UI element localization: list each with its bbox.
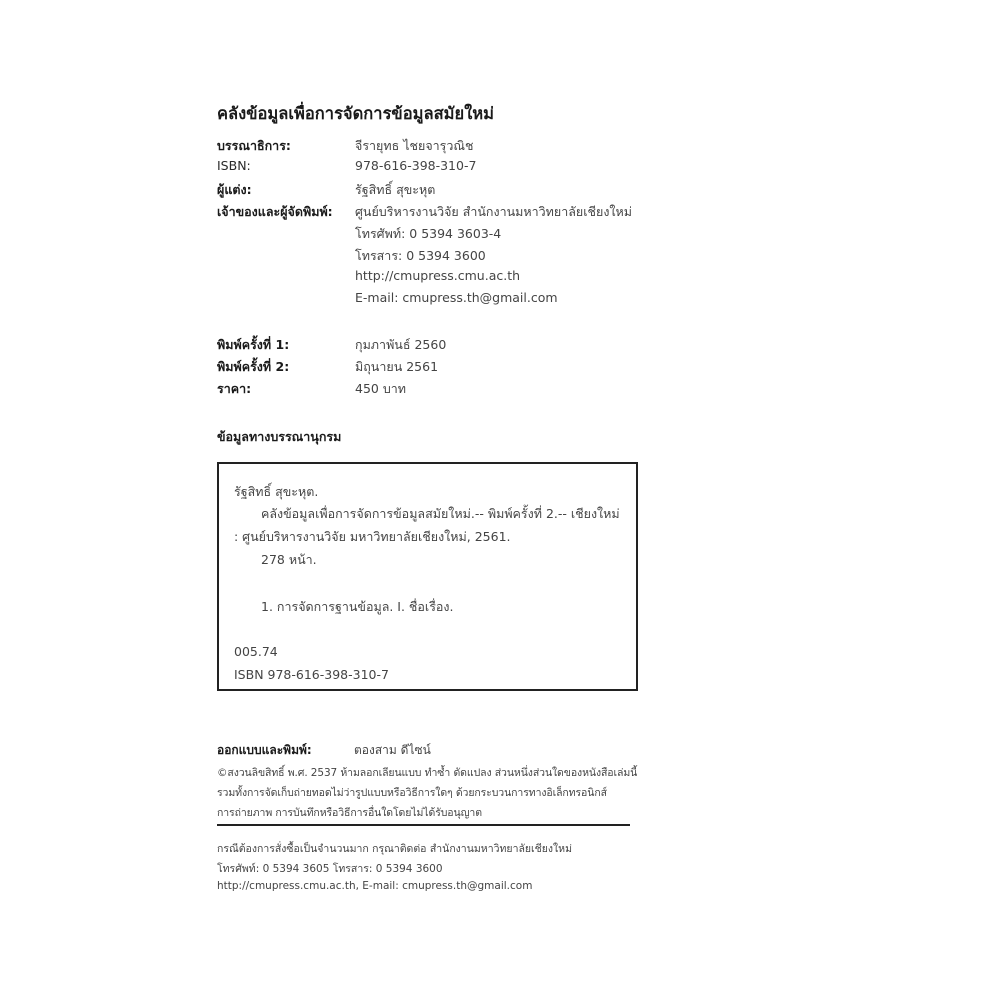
publisher-fax: โทรสาร: 0 5394 3600 [355,248,486,263]
cip-isbn: ISBN 978-616-398-310-7 [234,667,389,682]
design-label: ออกแบบและพิมพ์: [217,743,312,757]
isbn-value: 978-616-398-310-7 [355,158,477,173]
isbn-label: ISBN: [217,158,251,173]
cip-publisher-line: : ศูนย์บริหารงานวิจัย มหาวิทยาลัยเชียงใหม่, 2561. [234,529,511,544]
editor-value: จีรายุทธ ไชยจารุวณิช [355,138,474,153]
cip-author: รัฐสิทธิ์ สุขะหุต. [234,484,319,499]
author-value: รัฐสิทธิ์ สุขะหุต [355,182,436,197]
second-print-value: มิถุนายน 2561 [355,359,439,374]
price-row [217,379,777,401]
divider [217,824,630,826]
cip-heading: ข้อมูลทางบรรณานุกรม [217,429,342,444]
isbn-row [217,158,777,180]
cip-title-line: คลังข้อมูลเพื่อการจัดการข้อมูลสมัยใหม่.-- พิมพ์ครั้งที่ 2.-- เชียงใหม่ [261,506,620,521]
contact-line-1: กรณีต้องการสั่งซื้อเป็นจำนวนมาก กรุณาติดต่อ สำนักงานมหาวิทยาลัยเชียงใหม่ [217,843,573,855]
editor-label: บรรณาธิการ: [217,138,291,153]
price-value: 450 บาท [355,381,407,396]
cip-subjects: 1. การจัดการฐานข้อมูล. I. ชื่อเรื่อง. [261,599,454,614]
cip-classification: 005.74 [234,644,278,659]
second-print-label: พิมพ์ครั้งที่ 2: [217,359,290,374]
design-value: ตองสาม ดีไซน์ [354,743,431,757]
author-row [217,180,777,202]
publisher-email: E-mail: cmupress.th@gmail.com [355,290,558,305]
cip-box [217,462,638,691]
second-print-row [217,357,777,379]
author-label: ผู้แต่ง: [217,182,252,197]
copyright-line-1: ©สงวนลิขสิทธิ์ พ.ศ. 2537 ห้ามลอกเลียนแบบ ทำซ้ำ ดัดแปลง ส่วนหนึ่งส่วนใดของหนังสือเล่มนี้ [217,767,638,779]
contact-line-3: http://cmupress.cmu.ac.th, E-mail: cmupress.th@gmail.com [217,880,533,892]
publisher-row [217,202,777,224]
publisher-name: ศูนย์บริหารงานวิจัย สำนักงานมหาวิทยาลัยเชียงใหม่ [355,204,633,219]
contact-line-2: โทรศัพท์: 0 5394 3605 โทรสาร: 0 5394 3600 [217,863,443,875]
copyright-line-2: รวมทั้งการจัดเก็บถ่ายทอดไม่ว่ารูปแบบหรือวิธีการใดๆ ด้วยกระบวนการทางอิเล็กทรอนิกส์ [217,787,607,799]
first-print-label: พิมพ์ครั้งที่ 1: [217,337,290,352]
book-title: คลังข้อมูลเพื่อการจัดการข้อมูลสมัยใหม่ [217,104,495,123]
editor-row [217,136,777,158]
publisher-website: http://cmupress.cmu.ac.th [355,268,521,283]
cip-pages: 278 หน้า. [261,552,317,567]
design-row [217,741,431,760]
publisher-phone: โทรศัพท์: 0 5394 3603-4 [355,226,502,241]
first-print-row [217,335,777,357]
publisher-label: เจ้าของและผู้จัดพิมพ์: [217,204,333,219]
first-print-value: กุมภาพันธ์ 2560 [355,337,447,352]
copyright-line-3: การถ่ายภาพ การบันทึกหรือวิธีการอื่นใดโดยไม่ได้รับอนุญาต [217,807,482,819]
price-label: ราคา: [217,381,252,396]
